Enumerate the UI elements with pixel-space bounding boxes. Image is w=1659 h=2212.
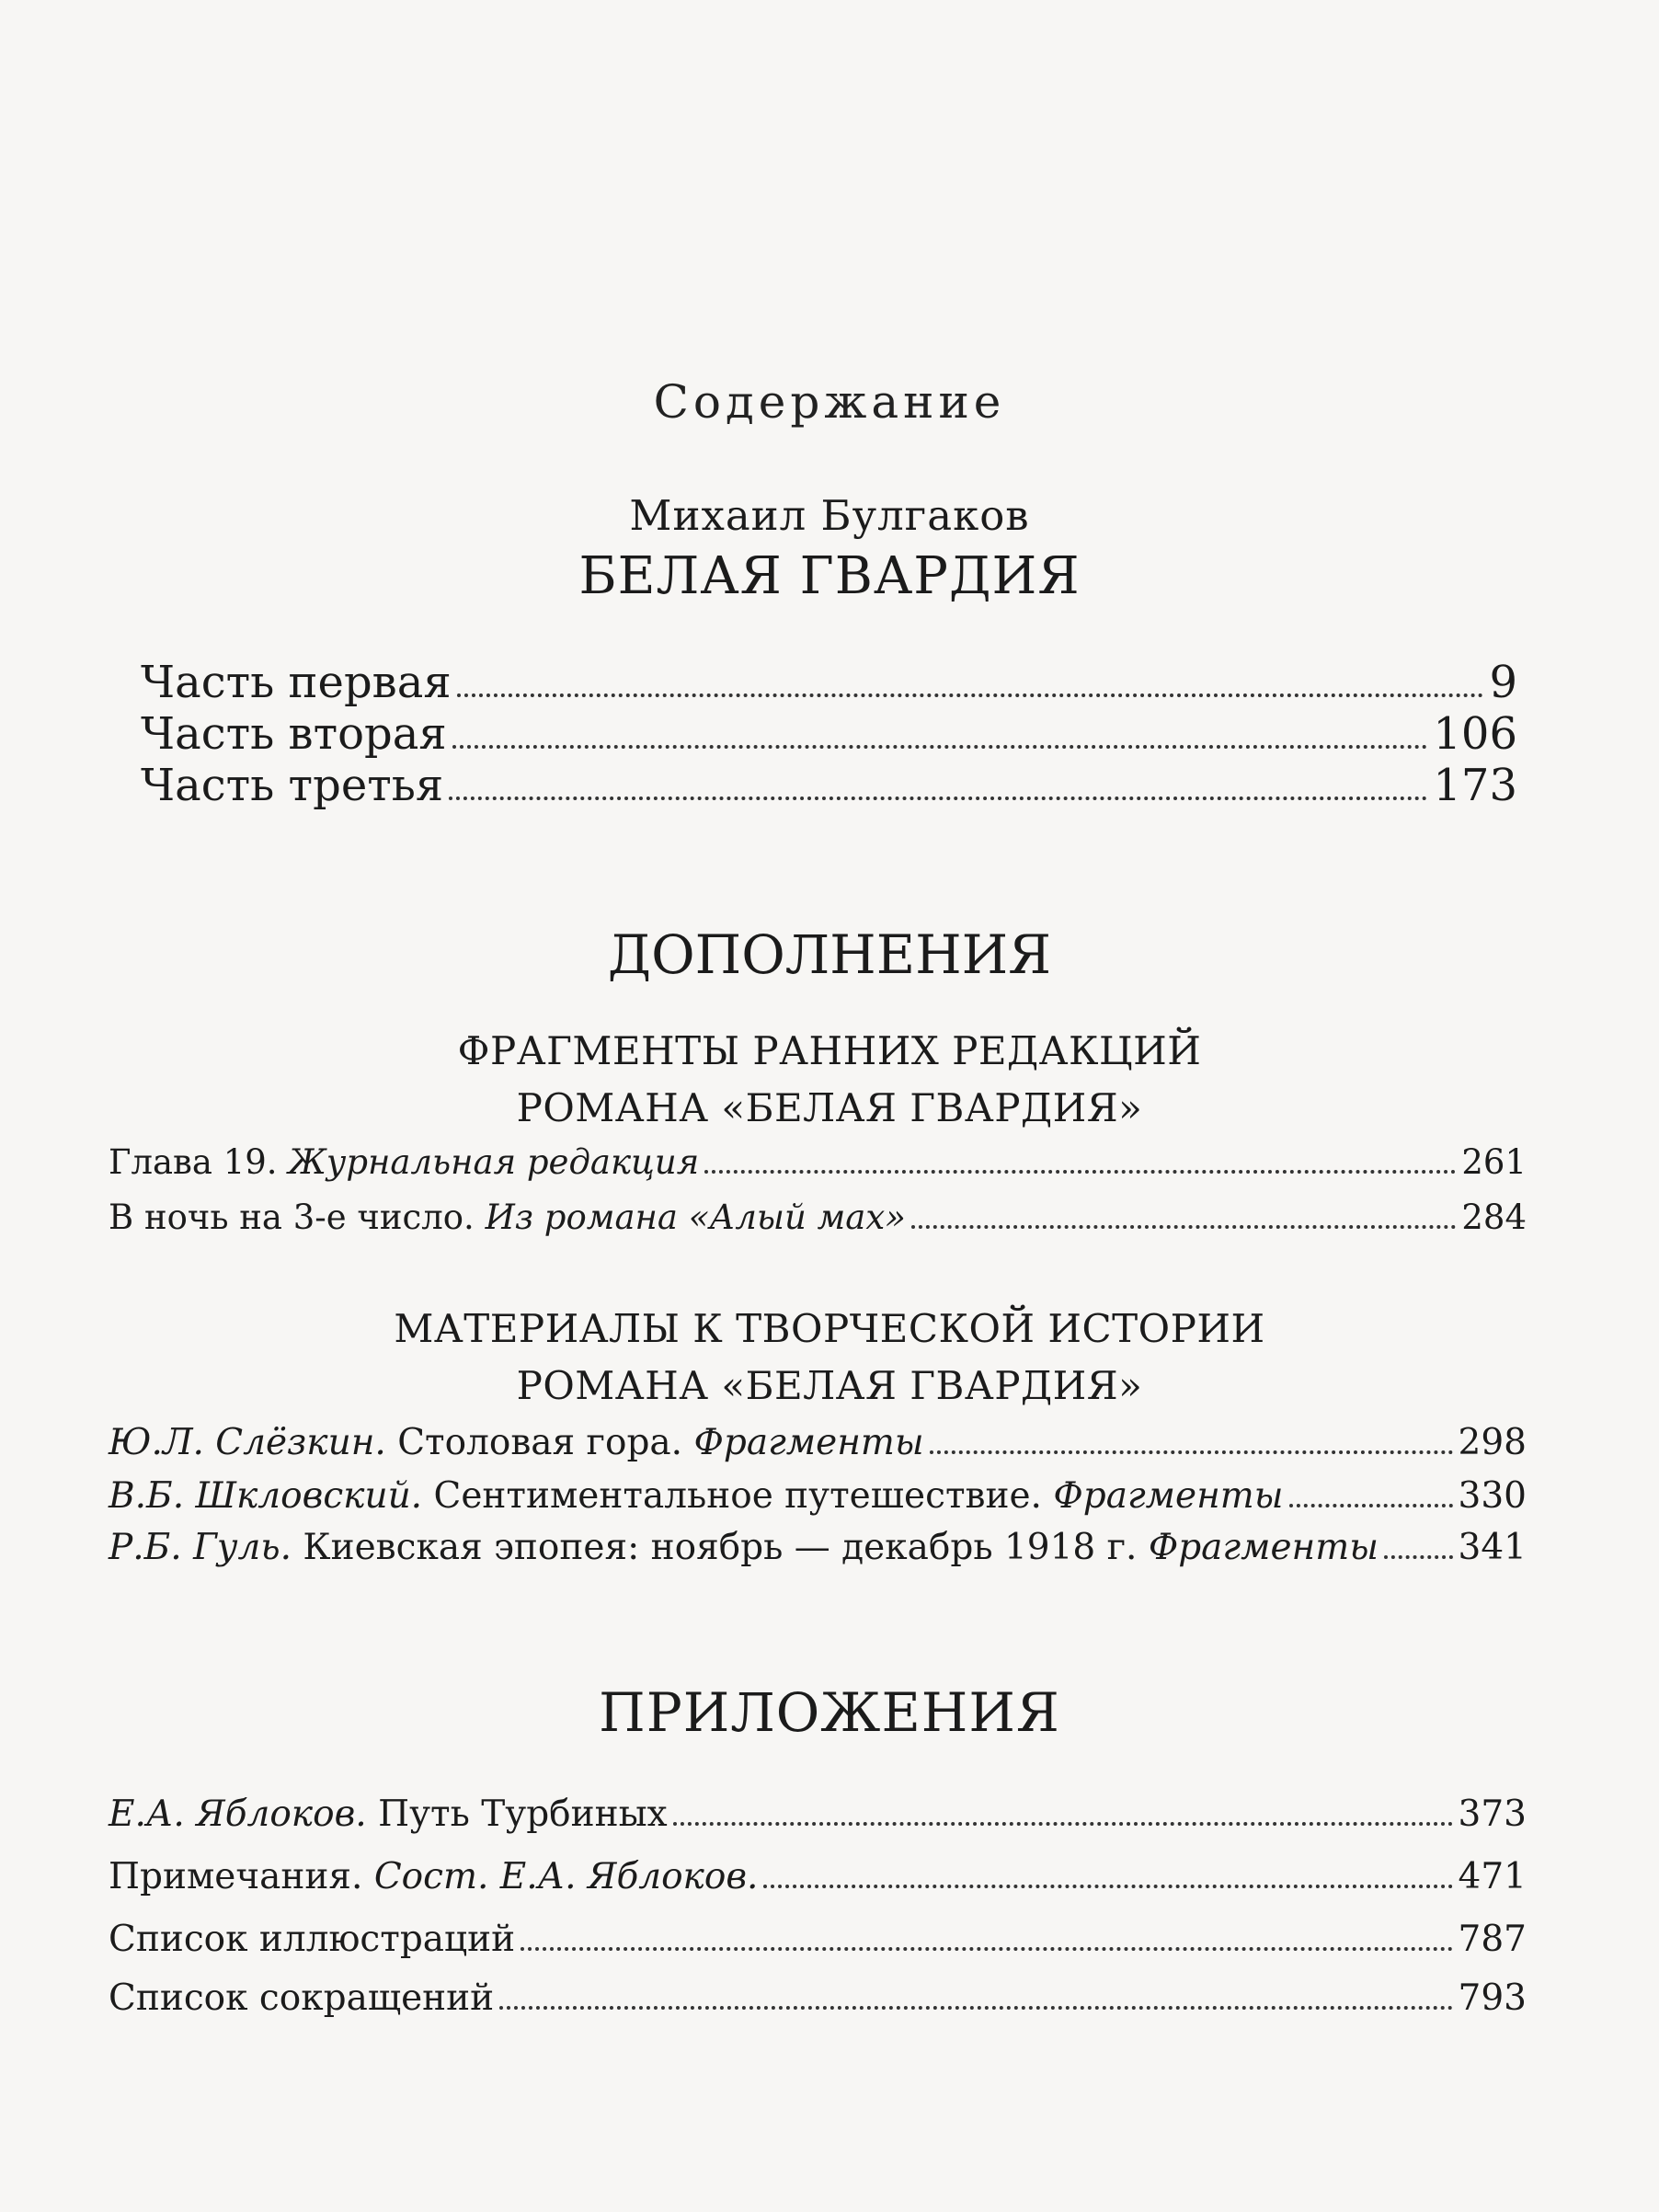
toc-entry-page: 284 xyxy=(1461,1198,1527,1237)
dot-leader xyxy=(911,1225,1457,1229)
toc-entry-page: 341 xyxy=(1458,1527,1527,1568)
dot-leader xyxy=(457,693,1484,697)
entry-author: Ю.Л. Слёзкин. xyxy=(109,1422,386,1463)
toc-entry[interactable] xyxy=(109,1856,1527,1897)
entry-plain-text: Список иллюстраций xyxy=(109,1919,516,1960)
entry-plain-text: Глава 19. xyxy=(109,1142,289,1182)
entry-plain-text: Список сокращений xyxy=(109,1977,495,2019)
toc-entry-label xyxy=(109,1198,906,1237)
toc-entry[interactable] xyxy=(109,1919,1527,1960)
toc-entry[interactable] xyxy=(109,1142,1527,1182)
toc-entry-label xyxy=(109,1919,515,1960)
dot-leader xyxy=(673,1822,1453,1826)
toc-entry-page: 298 xyxy=(1458,1422,1527,1463)
toc-entry-page: 793 xyxy=(1458,1977,1527,2019)
dot-leader xyxy=(499,2006,1452,2010)
prilozheniya-heading: ПРИЛОЖЕНИЯ xyxy=(599,1681,1060,1744)
entry-plain-text: Сентиментальное путешествие. xyxy=(422,1475,1054,1517)
toc-entry-label: Часть первая xyxy=(141,657,452,708)
dot-leader xyxy=(521,1947,1452,1951)
toc-entry-label xyxy=(109,1142,699,1182)
toc-entry-label xyxy=(109,1527,1379,1568)
entry-plain-text: В ночь на 3-е число. xyxy=(109,1198,486,1237)
toc-entry-page: 173 xyxy=(1433,760,1517,811)
dot-leader xyxy=(1384,1555,1453,1559)
novel-title: БЕЛАЯ ГВАРДИЯ xyxy=(578,546,1081,606)
toc-entry[interactable] xyxy=(141,760,1517,811)
entry-italic-text: Фрагменты xyxy=(693,1422,924,1463)
toc-entry-label xyxy=(109,1856,758,1897)
toc-entry-page: 261 xyxy=(1461,1142,1527,1182)
contents-title: Содержание xyxy=(653,375,1006,429)
toc-entry-page: 787 xyxy=(1458,1919,1527,1960)
fragments-heading-line2: РОМАНА «БЕЛАЯ ГВАРДИЯ» xyxy=(516,1085,1143,1130)
entry-italic-post: Сост. Е.А. Яблоков. xyxy=(373,1856,759,1897)
dot-leader xyxy=(704,1170,1456,1174)
toc-entry-page: 330 xyxy=(1458,1475,1527,1517)
dot-leader xyxy=(763,1885,1452,1888)
materials-heading-line1: МАТЕРИАЛЫ К ТВОРЧЕСКОЙ ИСТОРИИ xyxy=(394,1306,1265,1351)
entry-plain-text: Путь Турбиных xyxy=(366,1794,668,1835)
dot-leader xyxy=(449,797,1427,800)
entry-italic-text: Журнальная редакция xyxy=(288,1142,700,1182)
toc-entry[interactable] xyxy=(109,1422,1527,1463)
entry-italic-pre: Е.А. Яблоков. xyxy=(109,1794,367,1835)
author-name: Михаил Булгаков xyxy=(629,491,1030,540)
toc-entry-label: Часть третья xyxy=(141,760,444,811)
toc-entry-page: 471 xyxy=(1458,1856,1527,1897)
toc-entry[interactable] xyxy=(109,1977,1527,2019)
toc-entry-label: Часть вторая xyxy=(141,708,447,760)
materials-heading-line2: РОМАНА «БЕЛАЯ ГВАРДИЯ» xyxy=(516,1363,1143,1408)
toc-entry[interactable] xyxy=(109,1475,1527,1517)
toc-entry-page: 373 xyxy=(1458,1794,1527,1835)
entry-italic-text: Из романа «Алый мах» xyxy=(485,1198,906,1237)
entry-plain-text: Примечания. xyxy=(109,1856,374,1897)
dot-leader xyxy=(1289,1504,1453,1507)
entry-italic-text: Фрагменты xyxy=(1148,1527,1379,1568)
toc-entry-label xyxy=(109,1794,668,1835)
toc-entry-page: 106 xyxy=(1433,708,1517,760)
dot-leader xyxy=(930,1450,1453,1454)
fragments-heading-line1: ФРАГМЕНТЫ РАННИХ РЕДАКЦИЙ xyxy=(457,1028,1202,1073)
toc-entry-label xyxy=(109,1422,924,1463)
toc-entry-page: 9 xyxy=(1489,657,1517,708)
entry-author: В.Б. Шкловский. xyxy=(109,1475,423,1517)
dopolneniya-heading: ДОПОЛНЕНИЯ xyxy=(607,923,1052,986)
toc-entry[interactable] xyxy=(141,657,1517,708)
entry-author: Р.Б. Гуль. xyxy=(109,1527,292,1568)
toc-entry[interactable] xyxy=(109,1527,1527,1568)
toc-entry[interactable] xyxy=(141,708,1517,760)
toc-entry[interactable] xyxy=(109,1198,1527,1237)
entry-plain-text: Столовая гора. xyxy=(385,1422,694,1463)
entry-plain-text: Киевская эпопея: ноябрь — декабрь 1918 г. xyxy=(292,1527,1149,1568)
toc-entry-label xyxy=(109,1475,1284,1517)
entry-italic-text: Фрагменты xyxy=(1053,1475,1284,1517)
toc-entry-label xyxy=(109,1977,494,2019)
dot-leader xyxy=(452,745,1428,749)
toc-entry[interactable] xyxy=(109,1794,1527,1835)
